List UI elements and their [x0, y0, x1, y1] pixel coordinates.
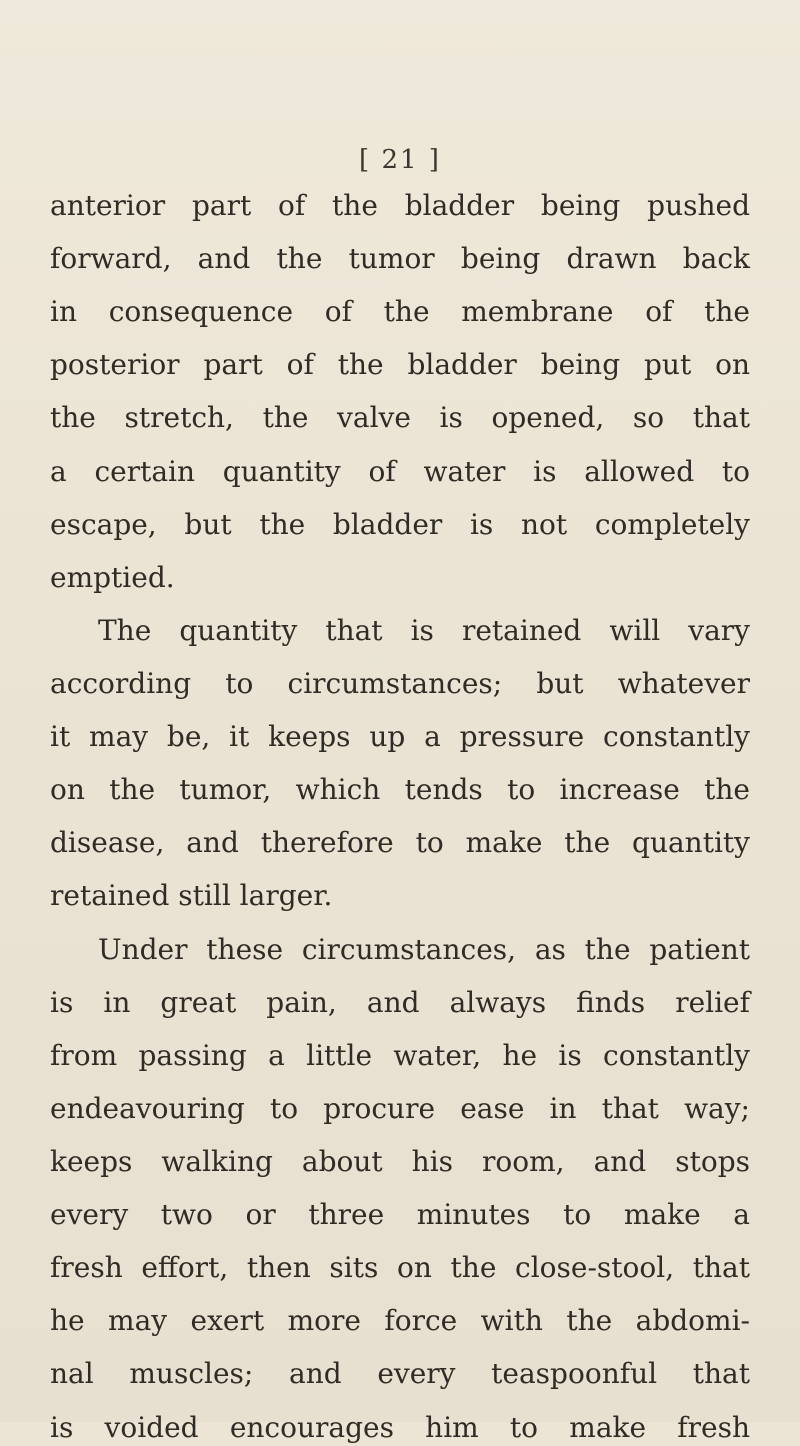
book-page: [ 21 ] anterior part of the bladder being pushed forward, and the tumor being drawn back in consequence of the membrane of the posterior part of the bladder being put on the stretch, the valve is opened, so that a certain quantity of water is allowed to escape, but the bladder is not completely emptied. The quantity that is retained will vary according to circumstances; but whatever it may be, it keeps up a pressure constantly on the tumor, which tends to increase the disease, and therefore to make the quantity retained still larger. Under these circumstances, as the patient is in great pain, and always finds relief from passing a little water, he is constantly endeavouring to procure ease in that way; keeps walking about his room, and stops every two or three minutes to make a fresh effort, then sits on the close-stool, that he may exert more force with the abdomi- nal muscles; and every teaspoonful that is voided encourages him to make fresh — [0, 0, 800, 1422]
page-number: [ 21 ] — [359, 145, 441, 175]
